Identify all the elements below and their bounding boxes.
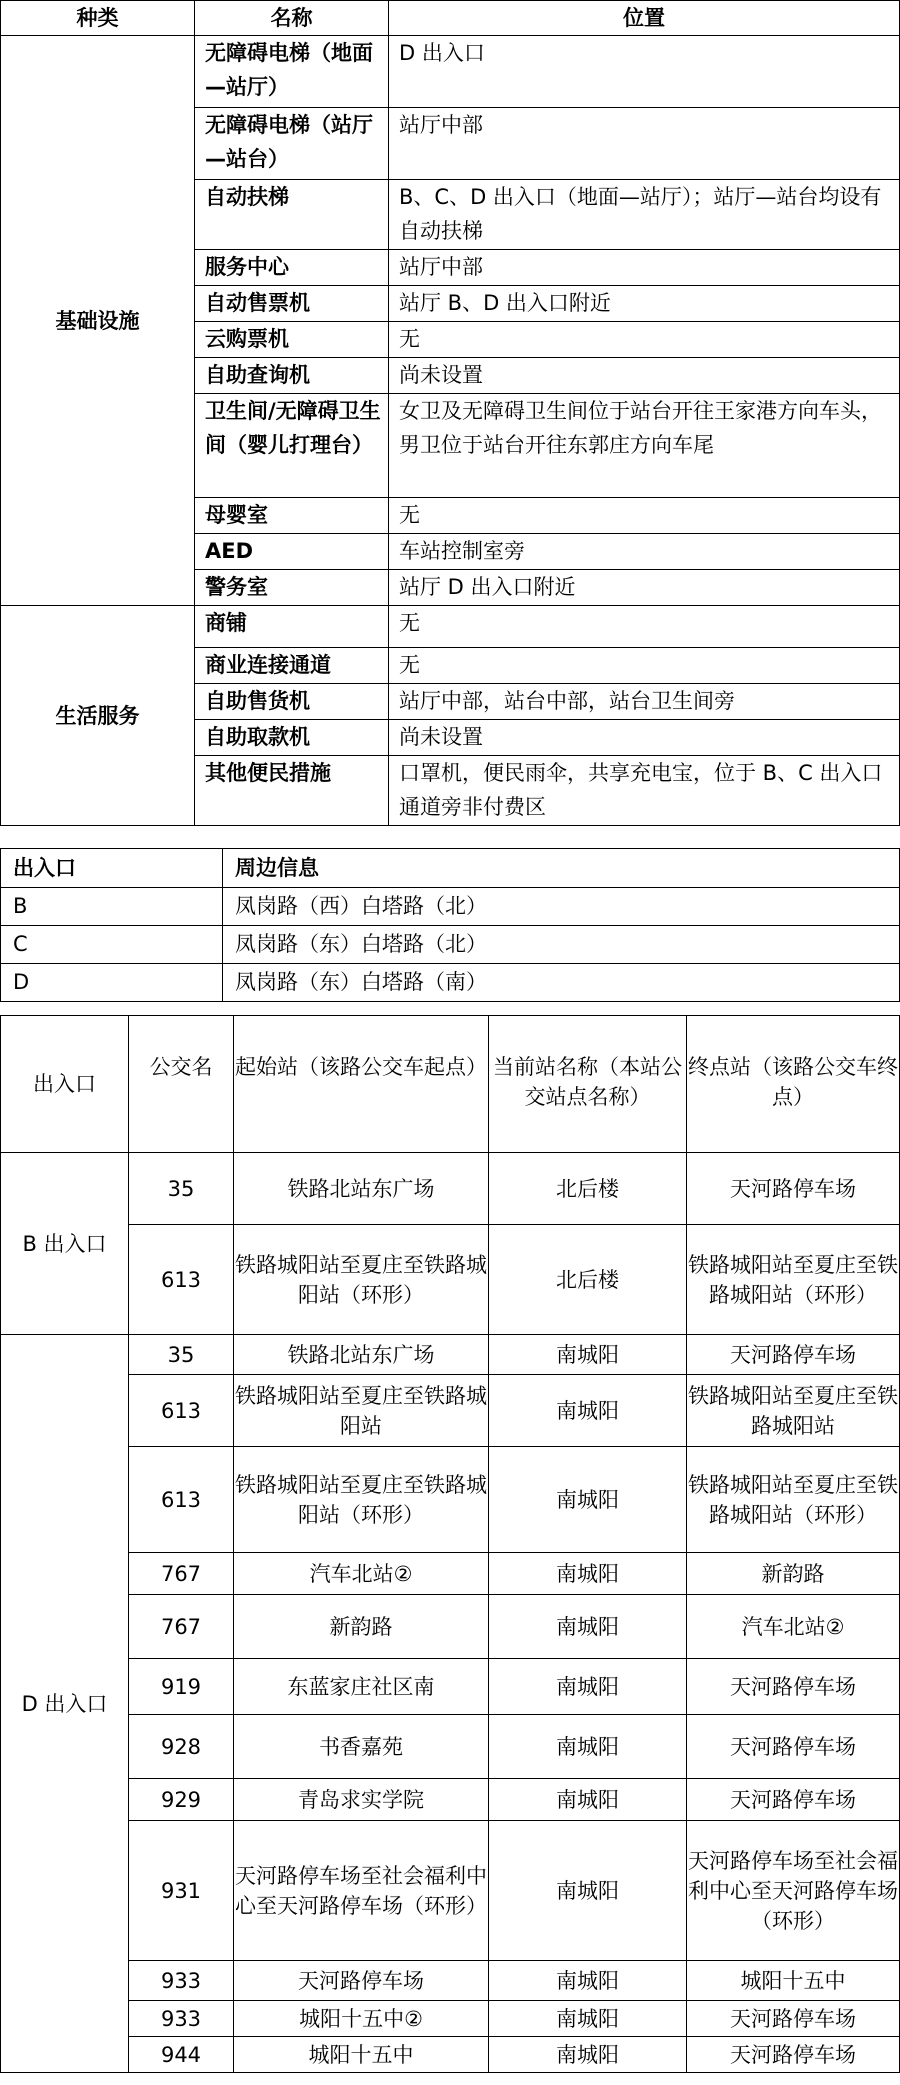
terminal-cell: 天河路停车场 (687, 2037, 900, 2073)
facility-name: 无障碍电梯（地面—站厅） (195, 36, 389, 108)
terminal-cell: 天河路停车场至社会福利中心至天河路停车场（环形） (687, 1821, 900, 1961)
bus-table (0, 1015, 900, 2073)
header-exit: 出入口 (1, 849, 223, 888)
current-stop-cell: 北后楼 (489, 1153, 687, 1225)
header-route: 公交名 (129, 1016, 234, 1153)
origin-cell: 东蓝家庄社区南 (234, 1659, 489, 1715)
terminal-cell: 城阳十五中 (687, 1961, 900, 2001)
table-row (1, 1225, 900, 1335)
surroundings-cell: 凤岗路（东）白塔路（南） (223, 964, 900, 1002)
current-stop-cell: 南城阳 (489, 2001, 687, 2037)
origin-cell: 城阳十五中 (234, 2037, 489, 2073)
facility-name: 无障碍电梯（站厅—站台） (195, 108, 389, 180)
header-terminal: 终点站（该路公交车终点） (687, 1016, 900, 1153)
terminal-cell: 铁路城阳站至夏庄至铁路城阳站（环形） (687, 1447, 900, 1553)
route-cell: 613 (129, 1447, 234, 1553)
facilities-header-row (1, 1, 900, 36)
origin-cell: 新韵路 (234, 1595, 489, 1659)
facility-name: 自动售票机 (195, 286, 389, 322)
facility-name: 自助售货机 (195, 684, 389, 720)
route-cell: 613 (129, 1225, 234, 1335)
current-stop-cell: 南城阳 (489, 1659, 687, 1715)
terminal-cell: 铁路城阳站至夏庄至铁路城阳站 (687, 1375, 900, 1447)
route-cell: 933 (129, 2001, 234, 2037)
facility-location: 口罩机，便民雨伞，共享充电宝，位于 B、C 出入口通道旁非付费区 (389, 756, 900, 826)
facility-name: 自助取款机 (195, 720, 389, 756)
exit-cell: D (1, 964, 223, 1002)
current-stop-cell: 南城阳 (489, 1595, 687, 1659)
route-cell: 35 (129, 1335, 234, 1375)
table-row (1, 1595, 900, 1659)
facility-name: 商业连接通道 (195, 648, 389, 684)
exit-cell: D 出入口 (1, 1335, 129, 2073)
table-row (1, 1553, 900, 1595)
current-stop-cell: 南城阳 (489, 1961, 687, 2001)
route-cell: 931 (129, 1821, 234, 1961)
current-stop-cell: 南城阳 (489, 1553, 687, 1595)
exits-table (0, 848, 900, 1002)
header-category: 种类 (1, 1, 195, 36)
table-row (1, 1153, 900, 1225)
current-stop-cell: 南城阳 (489, 2037, 687, 2073)
facility-location: 站厅 D 出入口附近 (389, 570, 900, 606)
header-exit: 出入口 (1, 1016, 129, 1153)
header-location: 位置 (389, 1, 900, 36)
origin-cell: 天河路停车场 (234, 1961, 489, 2001)
table-row (1, 888, 900, 926)
table-row (1, 606, 900, 648)
route-cell: 767 (129, 1595, 234, 1659)
route-cell: 767 (129, 1553, 234, 1595)
facility-location: 无 (389, 648, 900, 684)
terminal-cell: 天河路停车场 (687, 1153, 900, 1225)
terminal-cell: 新韵路 (687, 1553, 900, 1595)
exit-cell: C (1, 926, 223, 964)
facility-name: 商铺 (195, 606, 389, 648)
table-row (1, 1335, 900, 1375)
exit-cell: B 出入口 (1, 1153, 129, 1335)
facility-location: 女卫及无障碍卫生间位于站台开往王家港方向车头，男卫位于站台开往东郭庄方向车尾 (389, 394, 900, 498)
table-row (1, 1447, 900, 1553)
origin-cell: 铁路城阳站至夏庄至铁路城阳站（环形） (234, 1225, 489, 1335)
terminal-cell: 天河路停车场 (687, 1715, 900, 1779)
terminal-cell: 天河路停车场 (687, 1779, 900, 1821)
facility-name: 卫生间/无障碍卫生间（婴儿打理台） (195, 394, 389, 498)
route-cell: 919 (129, 1659, 234, 1715)
current-stop-cell: 南城阳 (489, 1715, 687, 1779)
current-stop-cell: 南城阳 (489, 1335, 687, 1375)
origin-cell: 天河路停车场至社会福利中心至天河路停车场（环形） (234, 1821, 489, 1961)
header-origin: 起始站（该路公交车起点） (234, 1016, 489, 1153)
origin-cell: 汽车北站② (234, 1553, 489, 1595)
facility-location: 无 (389, 498, 900, 534)
facilities-table (0, 0, 900, 826)
route-cell: 928 (129, 1715, 234, 1779)
facility-location: 无 (389, 322, 900, 358)
table-row (1, 926, 900, 964)
facility-name: 警务室 (195, 570, 389, 606)
facility-name: AED (195, 534, 389, 570)
facility-location: 尚未设置 (389, 358, 900, 394)
table-row (1, 964, 900, 1002)
terminal-cell: 天河路停车场 (687, 1335, 900, 1375)
facility-name: 服务中心 (195, 250, 389, 286)
route-cell: 35 (129, 1153, 234, 1225)
table-row (1, 1961, 900, 2001)
facility-location: 站厅中部，站台中部，站台卫生间旁 (389, 684, 900, 720)
facility-name: 其他便民措施 (195, 756, 389, 826)
facility-location: 站厅中部 (389, 250, 900, 286)
table-row (1, 2001, 900, 2037)
table-row (1, 1779, 900, 1821)
table-row (1, 1375, 900, 1447)
surroundings-cell: 凤岗路（东）白塔路（北） (223, 926, 900, 964)
current-stop-cell: 南城阳 (489, 1779, 687, 1821)
table-row (1, 1821, 900, 1961)
origin-cell: 城阳十五中② (234, 2001, 489, 2037)
facility-name: 母婴室 (195, 498, 389, 534)
facility-location: 尚未设置 (389, 720, 900, 756)
route-cell: 933 (129, 1961, 234, 2001)
origin-cell: 铁路北站东广场 (234, 1335, 489, 1375)
facility-location: 站厅中部 (389, 108, 900, 180)
surroundings-cell: 凤岗路（西）白塔路（北） (223, 888, 900, 926)
current-stop-cell: 南城阳 (489, 1821, 687, 1961)
origin-cell: 青岛求实学院 (234, 1779, 489, 1821)
header-name: 名称 (195, 1, 389, 36)
bus-header-row (1, 1016, 900, 1153)
route-cell: 929 (129, 1779, 234, 1821)
current-stop-cell: 南城阳 (489, 1447, 687, 1553)
facility-location: D 出入口 (389, 36, 900, 108)
facility-location: B、C、D 出入口（地面—站厅）；站厅—站台均设有自动扶梯 (389, 180, 900, 250)
terminal-cell: 天河路停车场 (687, 1659, 900, 1715)
exits-header-row (1, 849, 900, 888)
facility-location: 无 (389, 606, 900, 648)
exit-cell: B (1, 888, 223, 926)
route-cell: 944 (129, 2037, 234, 2073)
table-row (1, 2037, 900, 2073)
current-stop-cell: 北后楼 (489, 1225, 687, 1335)
current-stop-cell: 南城阳 (489, 1375, 687, 1447)
facility-name: 自动扶梯 (195, 180, 389, 250)
facility-location: 站厅 B、D 出入口附近 (389, 286, 900, 322)
facility-location: 车站控制室旁 (389, 534, 900, 570)
table-row (1, 1659, 900, 1715)
table-row (1, 36, 900, 108)
facility-name: 云购票机 (195, 322, 389, 358)
terminal-cell: 铁路城阳站至夏庄至铁路城阳站（环形） (687, 1225, 900, 1335)
facility-name: 自助查询机 (195, 358, 389, 394)
terminal-cell: 汽车北站② (687, 1595, 900, 1659)
header-surroundings: 周边信息 (223, 849, 900, 888)
origin-cell: 书香嘉苑 (234, 1715, 489, 1779)
header-current-stop: 当前站名称（本站公交站点名称） (489, 1016, 687, 1153)
origin-cell: 铁路城阳站至夏庄至铁路城阳站（环形） (234, 1447, 489, 1553)
table-row (1, 1715, 900, 1779)
origin-cell: 铁路北站东广场 (234, 1153, 489, 1225)
category-cell: 生活服务 (1, 606, 195, 826)
terminal-cell: 天河路停车场 (687, 2001, 900, 2037)
origin-cell: 铁路城阳站至夏庄至铁路城阳站 (234, 1375, 489, 1447)
route-cell: 613 (129, 1375, 234, 1447)
category-cell: 基础设施 (1, 36, 195, 606)
